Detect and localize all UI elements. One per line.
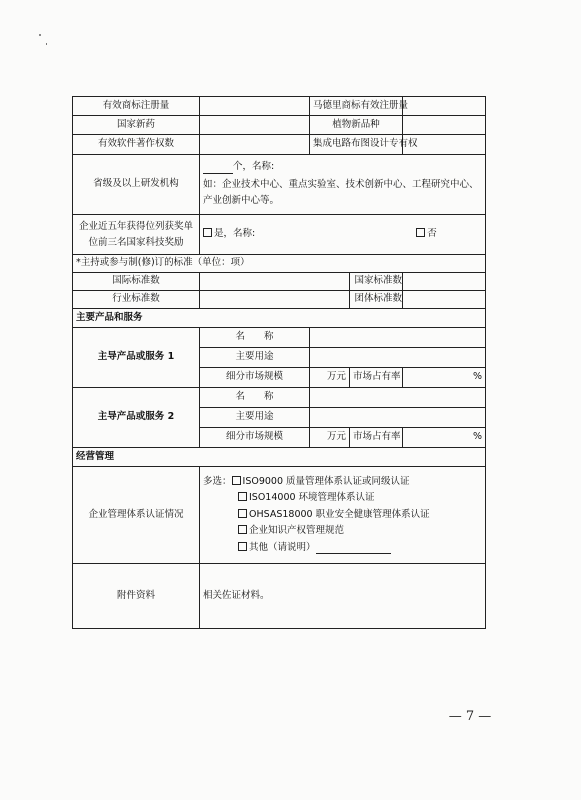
product-1-name-value[interactable] <box>310 328 486 348</box>
product-2-name-label: 名 称 <box>200 388 310 408</box>
cert-option-label: OHSAS18000 职业安全健康管理体系认证 <box>249 508 430 520</box>
scan-speck <box>39 34 41 36</box>
unit-label: 万元 <box>326 371 346 383</box>
multi-select-prefix: 多选： <box>203 476 232 488</box>
international-standard-label: 国际标准数 <box>73 273 200 291</box>
industry-standard-label: 行业标准数 <box>73 291 200 309</box>
product-1-share-value[interactable] <box>403 368 486 388</box>
product-1-market-label: 细分市场规模 <box>200 368 310 388</box>
award-label: 企业近五年获得位列获奖单位前三名国家科技奖励 <box>73 215 200 255</box>
trademark-row <box>73 97 486 116</box>
rnd-value-cell[interactable] <box>200 155 486 215</box>
management-cert-options <box>200 467 486 564</box>
national-standard-label: 国家标准数 <box>350 273 403 291</box>
group-standard-value[interactable] <box>403 291 486 309</box>
rnd-count-suffix: 个，名称: <box>233 161 275 173</box>
cert-option-ip-management[interactable] <box>203 523 482 539</box>
award-no-option[interactable] <box>416 228 437 239</box>
new-drug-label: 国家新药 <box>73 116 200 135</box>
checkbox-icon[interactable] <box>203 228 212 237</box>
cert-option-label: 企业知识产权管理规范 <box>249 525 345 537</box>
trademark-count-value[interactable] <box>200 97 310 116</box>
products-section-row <box>73 309 486 328</box>
award-yes-option[interactable] <box>203 228 255 239</box>
product-1-name-row <box>73 328 486 348</box>
cert-option-label: 其他（请说明） <box>249 541 316 553</box>
management-section-row <box>73 448 486 467</box>
management-section-title: 经营管理 <box>73 448 486 467</box>
cert-option-label: ISO9000 质量管理体系认证或同级认证 <box>242 476 410 488</box>
product-2-share-value[interactable] <box>403 428 486 448</box>
cert-option-label: ISO14000 环境管理体系认证 <box>249 492 375 504</box>
cert-option-iso9000[interactable] <box>203 474 482 490</box>
attachments-row <box>73 564 486 629</box>
checkbox-icon[interactable] <box>238 492 247 501</box>
product-2-name-row <box>73 388 486 408</box>
product-1-title: 主导产品或服务 1 <box>73 328 200 388</box>
checkbox-icon[interactable] <box>238 509 247 518</box>
management-cert-label: 企业管理体系认证情况 <box>73 467 200 564</box>
product-2-name-value[interactable] <box>310 388 486 408</box>
cert-option-ohsas18000[interactable] <box>203 507 482 523</box>
standards-row-1 <box>73 273 486 291</box>
product-1-name-label: 名 称 <box>200 328 310 348</box>
product-2-market-value[interactable] <box>310 428 350 448</box>
checkbox-icon[interactable] <box>238 525 247 534</box>
checkbox-icon[interactable] <box>232 476 241 485</box>
checkbox-icon[interactable] <box>416 228 425 237</box>
trademark-count-label: 有效商标注册量 <box>73 97 200 116</box>
ic-layout-label: 集成电路布图设计专有权 <box>310 135 403 155</box>
international-standard-value[interactable] <box>200 273 350 291</box>
management-cert-row <box>73 467 486 564</box>
product-1-use-label: 主要用途 <box>200 348 310 368</box>
plant-variety-label: 植物新品种 <box>310 116 403 135</box>
standards-heading-row <box>73 255 486 273</box>
product-2-share-label: 市场占有率 <box>350 428 403 448</box>
software-copyright-label: 有效软件著作权数 <box>73 135 200 155</box>
award-row <box>73 215 486 255</box>
standards-row-2 <box>73 291 486 309</box>
madrid-trademark-label: 马德里商标有效注册量 <box>310 97 403 116</box>
page-number: — 7 — <box>448 709 492 724</box>
award-yes-label: 是，名称: <box>214 228 256 240</box>
plant-variety-value[interactable] <box>403 116 486 135</box>
software-row <box>73 135 486 155</box>
rnd-label: 省级及以上研发机构 <box>73 155 200 215</box>
checkbox-icon[interactable] <box>238 542 247 551</box>
percent-sign: % <box>472 431 483 443</box>
scan-speck <box>46 43 47 45</box>
rnd-example: 如：企业技术中心、重点实验室、技术创新中心、工程研究中心、产业创新中心等。 <box>203 178 479 207</box>
rnd-row <box>73 155 486 215</box>
attachments-label: 附件资料 <box>73 564 200 629</box>
madrid-trademark-value[interactable] <box>403 97 486 116</box>
award-options <box>200 215 486 255</box>
cert-option-other[interactable] <box>203 540 482 556</box>
product-2-use-label: 主要用途 <box>200 408 310 428</box>
cert-option-iso14000[interactable] <box>203 490 482 506</box>
national-standard-value[interactable] <box>403 273 486 291</box>
unit-label: 万元 <box>326 431 346 443</box>
new-drug-row <box>73 116 486 135</box>
award-no-label: 否 <box>427 228 437 240</box>
attachments-value[interactable]: 相关佐证材料。 <box>200 564 486 629</box>
product-1-use-value[interactable] <box>310 348 486 368</box>
software-copyright-value[interactable] <box>200 135 310 155</box>
products-section-title: 主要产品和服务 <box>73 309 486 328</box>
product-2-title: 主导产品或服务 2 <box>73 388 200 448</box>
percent-sign: % <box>472 371 483 383</box>
product-2-market-label: 细分市场规模 <box>200 428 310 448</box>
new-drug-value[interactable] <box>200 116 310 135</box>
other-explanation-blank[interactable] <box>316 553 391 554</box>
product-2-use-value[interactable] <box>310 408 486 428</box>
standards-heading: *主持或参与制(修)订的标准（单位：项） <box>73 255 486 273</box>
rnd-count-blank[interactable] <box>203 173 233 174</box>
product-1-share-label: 市场占有率 <box>350 368 403 388</box>
product-1-market-value[interactable] <box>310 368 350 388</box>
industry-standard-value[interactable] <box>200 291 350 309</box>
group-standard-label: 团体标准数 <box>350 291 403 309</box>
application-form-table <box>72 96 486 629</box>
